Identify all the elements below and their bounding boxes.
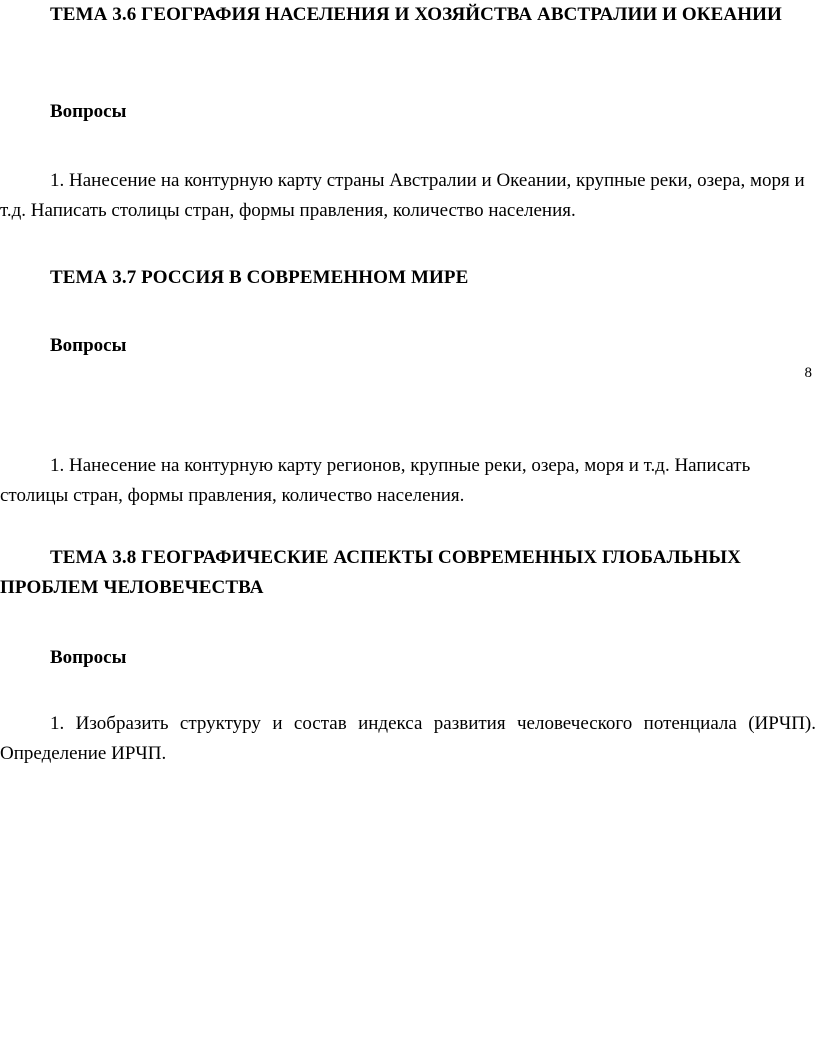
page-number: 8 [804,365,812,381]
section-title-3-7: ТЕМА 3.7 РОССИЯ В СОВРЕМЕННОМ МИРЕ [50,267,469,288]
question-3-7: 1. Нанесение на контурную карту регионов, крупные реки, озера, моря и т.д. Написать столицы стран, формы правления, количество населения. [0,455,751,506]
section-title-3-6: ТЕМА 3.6 ГЕОГРАФИЯ НАСЕЛЕНИЯ И ХОЗЯЙСТВА АВСТРАЛИИ И ОКЕАНИИ [50,4,782,25]
question-3-6: 1. Нанесение на контурную карту страны Австралии и Океании, крупные реки, озера, моря и т.д. Написать столицы стран, формы правления, количество населения. [0,170,805,221]
section-title-3-8: ТЕМА 3.8 ГЕОГРАФИЧЕСКИЕ АСПЕКТЫ СОВРЕМЕННЫХ ГЛОБАЛЬНЫХ ПРОБЛЕМ ЧЕЛОВЕЧЕСТВА [0,547,742,598]
questions-label-3-7: Вопросы [50,335,127,356]
questions-label-3-8: Вопросы [50,647,127,668]
questions-label-3-6: Вопросы [50,101,127,122]
question-3-8: 1. Изобразить структуру и состав индекса развития человеческого потенциала (ИРЧП). Определение ИРЧП. [0,713,816,764]
